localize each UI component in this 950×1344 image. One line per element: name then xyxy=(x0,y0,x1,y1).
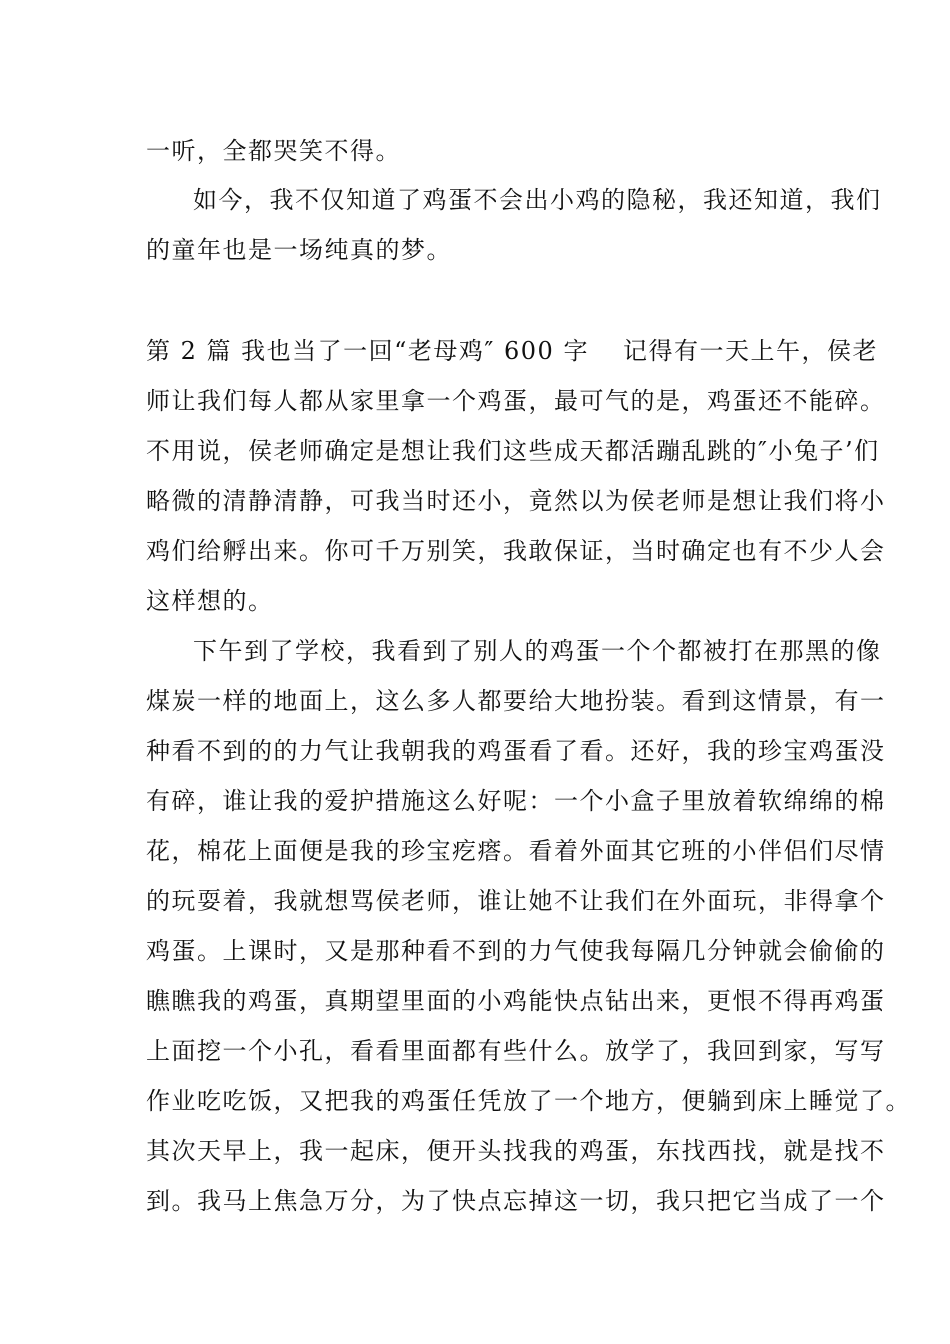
text-line: 略微的清静清静，可我当时还小，竟然以为侯老师是想让我们将小 xyxy=(146,487,886,515)
text-line: 师让我们每人都从家里拿一个鸡蛋，最可气的是，鸡蛋还不能碎。 xyxy=(146,387,886,415)
text-line: 上面挖一个小孔，看看里面都有些什么。放学了，我回到家，写写 xyxy=(146,1037,886,1065)
text-line: 瞧瞧我的鸡蛋，真期望里面的小鸡能快点钻出来，更恨不得再鸡蛋 xyxy=(146,987,886,1015)
text-line: 种看不到的的力气让我朝我的鸡蛋看了看。还好，我的珍宝鸡蛋没 xyxy=(146,737,886,765)
text-line: 下午到了学校，我看到了别人的鸡蛋一个个都被打在那黑的像 xyxy=(193,637,882,665)
text-line: 如今，我不仅知道了鸡蛋不会出小鸡的隐秘，我还知道，我们 xyxy=(193,186,882,214)
text-line: 煤炭一样的地面上，这么多人都要给大地扮装。看到这情景，有一 xyxy=(146,687,886,715)
text-line: 花，棉花上面便是我的珍宝疙瘩。看着外面其它班的小伴侣们尽情 xyxy=(146,837,886,865)
text-line: 这样想的。 xyxy=(146,587,274,615)
article-heading-line xyxy=(146,336,878,366)
text-line: 到。我马上焦急万分，为了快点忘掉这一切，我只把它当成了一个 xyxy=(146,1187,886,1215)
text-line: 不用说，侯老师确定是想让我们这些成天都活蹦乱跳的″小兔子’们 xyxy=(146,437,880,465)
text-line: 鸡蛋。上课时，又是那种看不到的力气使我每隔几分钟就会偷偷的 xyxy=(146,937,886,965)
text-line: 的童年也是一场纯真的梦。 xyxy=(146,236,452,264)
text-line: 有碎，谁让我的爱护措施这么好呢：一个小盒子里放着软绵绵的棉 xyxy=(146,787,886,815)
text-line: 作业吃吃饭，又把我的鸡蛋任凭放了一个地方，便躺到床上睡觉了。 xyxy=(146,1087,911,1115)
text-line: 鸡们给孵出来。你可千万别笑，我敢保证，当时确定也有不少人会 xyxy=(146,537,886,565)
article-heading: 第 2 篇 我也当了一回“老母鸡″ 600 字 xyxy=(146,337,589,365)
text-line: 记得有一天上午，侯老 xyxy=(622,337,878,365)
text-line: 的玩耍着，我就想骂侯老师，谁让她不让我们在外面玩，非得拿个 xyxy=(146,887,886,915)
text-line: 其次天早上，我一起床，便开头找我的鸡蛋，东找西找，就是找不 xyxy=(146,1137,886,1165)
text-line: 一听，全都哭笑不得。 xyxy=(146,137,401,165)
